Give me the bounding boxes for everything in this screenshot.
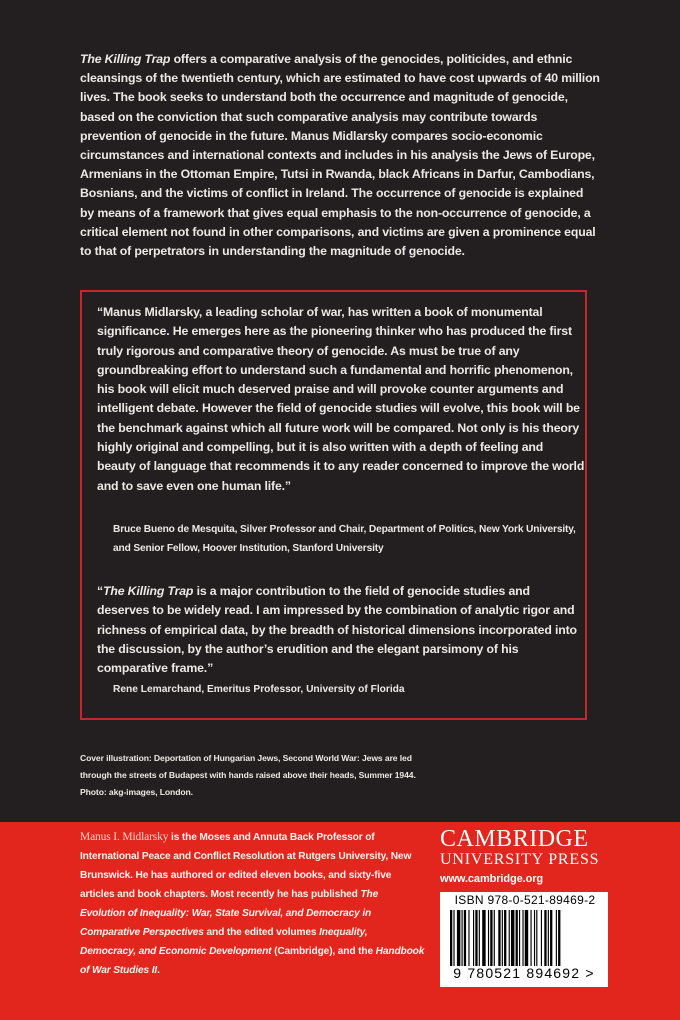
book-description <box>80 50 600 261</box>
barcode-bar <box>525 910 528 966</box>
publisher-name-line2: UNIVERSITY PRESS <box>440 851 600 868</box>
barcode-bar <box>541 910 542 966</box>
barcode-bar <box>558 910 560 966</box>
author-bio <box>80 828 425 980</box>
book-title-3: Handbook of War Studies II <box>80 946 425 976</box>
barcode-bar <box>475 910 477 966</box>
bio-text: and the edited volumes <box>203 927 320 938</box>
publisher-url[interactable]: www.cambridge.org <box>440 873 544 885</box>
barcode-bar <box>498 910 500 966</box>
barcode-bar <box>509 910 510 966</box>
barcode-bar <box>536 910 537 966</box>
endorsement-attribution-1: Bruce Bueno de Mesquita, Silver Professor and Chair, Department of Politics, New York University, and Senior Fellow, Hoover Institution, Stanford University <box>113 524 576 554</box>
endorsement-quote-2 <box>97 582 585 678</box>
barcode-bar <box>531 910 532 966</box>
barcode-bar <box>502 910 503 966</box>
barcode-bar <box>453 910 454 966</box>
barcode-icon <box>450 910 600 966</box>
barcode-bar <box>494 910 495 966</box>
endorsement-attribution-2: Rene Lemarchand, Emeritus Professor, University of Florida <box>113 684 405 695</box>
barcode-bar <box>534 910 535 966</box>
isbn-label: ISBN 978-0-521-89469-2 <box>454 893 596 907</box>
barcode-bar <box>511 910 514 966</box>
barcode-bar <box>473 910 474 966</box>
quote-book-title: The Killing Trap <box>103 584 194 598</box>
quote-text: is a major contribution to the field of genocide studies and deserves to be widely read. I am impressed by the combination of analytic rigor and richness of empirical data, by the breadth of historical dimensions incorporated into the discussion, by the author’s erudition and the elegant parsimony of his comparative frame.” <box>97 584 577 676</box>
bio-text: . <box>157 965 160 976</box>
barcode-bar <box>516 910 518 966</box>
description-text: offers a comparative analysis of the genocides, politicides, and ethnic cleansings of the twentieth century, which are estimated to have cost upwards of 40 million lives. The book seeks to understand both the occurrence and magnitude of genocide, based on the conviction that such comparative analysis may contribute towards prevention of genocide in the future. Manus Midlarsky compares socio-economic circumstances and international contexts and includes in his analysis the Jews of Europe, Armenians in the Ottoman Empire, Tutsi in Rwanda, black Africans in Darfur, Cambodians, Bosnians, and the victims of conflict in Ireland. The occurrence of genocide is explained by means of a framework that gives equal emphasis to the non-occurrence of genocide, a critical element not found in other comparisons, and victims are given a prominence equal to that of perpetrators in understanding the magnitude of genocide. <box>80 52 600 259</box>
isbn-digits: 9 780521 894692 > <box>453 965 595 981</box>
bio-text: is the Moses and Annuta Back Professor of International Peace and Conflict Resolution at Rutgers University, New Brunswick. He has authored or edited eleven books, and sixty-five articles and book chapters. Most recently he has published <box>80 832 412 900</box>
barcode-bar <box>556 910 557 966</box>
barcode-bar <box>504 910 506 966</box>
barcode-bar <box>544 910 546 966</box>
barcode-bar <box>488 910 489 966</box>
barcode-bar <box>522 910 523 966</box>
author-name: Manus I. Midlarsky <box>80 831 169 843</box>
open-quote: “ <box>97 584 103 598</box>
barcode-bar <box>482 910 485 966</box>
endorsement-quote-1: “Manus Midlarsky, a leading scholar of war, has written a book of monumental significance. He emerges here as the pioneering thinker who has produced the first truly rigorous and comparative theory of genocide. As must be true of any groundbreaking effort to understand such a fundamental and horrific phenomenon, his book will elicit much deserved praise and will provoke counter arguments and intelligent debate. However the field of genocide studies will evolve, this book will be the benchmark against which all future work will be compared. Not only is his theory highly original and compelling, but it is also written with a depth of feeling and beauty of language that recommends it to any reader concerned to improve the world and to save even one human life.” <box>97 305 585 493</box>
publisher-name-line1: CAMBRIDGE <box>440 826 589 852</box>
barcode-bar <box>550 910 552 966</box>
book-title-2: Inequality, Democracy, and Economic Development <box>80 927 368 957</box>
barcode-bar <box>490 910 492 966</box>
barcode-bar <box>457 910 460 966</box>
book-title-1: The Evolution of Inequality: War, State Survival, and Democracy in Comparative Perspectives <box>80 889 379 938</box>
publisher-logo <box>440 826 610 885</box>
barcode-bar <box>548 910 549 966</box>
barcode-bar <box>450 910 452 966</box>
book-title: The Killing Trap <box>80 52 171 66</box>
cover-illustration-caption: Cover illustration: Deportation of Hungarian Jews, Second World War: Jews are led through the streets of Budapest with hands raised above their heads, Summer 1944. Photo: akg-images, London. <box>80 753 416 797</box>
barcode-bar <box>479 910 480 966</box>
barcode-bar <box>519 910 520 966</box>
barcode-bar <box>464 910 466 966</box>
barcode-bar <box>468 910 469 966</box>
barcode-bar <box>462 910 463 966</box>
bio-text: (Cambridge), and the <box>271 946 376 957</box>
